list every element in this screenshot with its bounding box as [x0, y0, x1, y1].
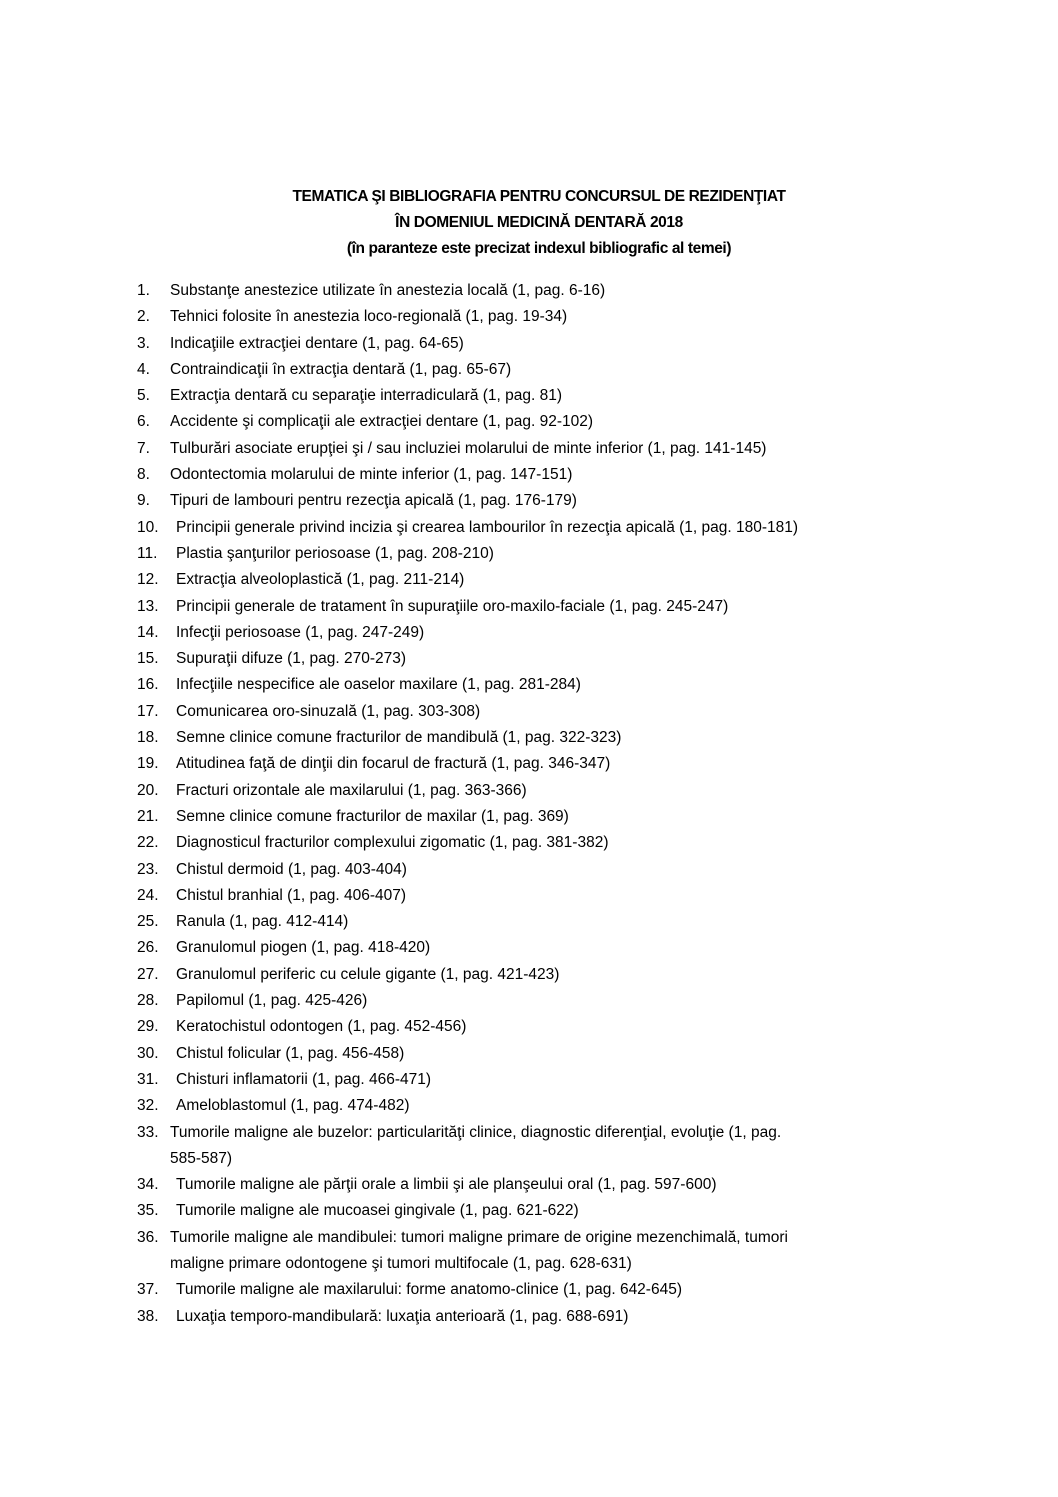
- list-item-number: 14.: [137, 623, 159, 641]
- list-item-text: Substanţe anestezice utilizate în anestezia locală (1, pag. 6-16): [170, 282, 606, 299]
- list-item-number: 23.: [137, 860, 159, 878]
- list-item-number: 38.: [137, 1307, 159, 1325]
- list-item: [0, 1225, 1058, 1278]
- list-item-number: 9.: [137, 492, 150, 510]
- list-item-text: Chistul folicular (1, pag. 456-458): [176, 1044, 405, 1062]
- list-item: [0, 409, 1058, 435]
- list-item-number: 6.: [137, 413, 150, 431]
- list-item-number: 5.: [137, 387, 150, 405]
- list-item: [0, 1014, 1058, 1040]
- list-item: [0, 646, 1058, 672]
- list-item-number: 25.: [137, 913, 159, 931]
- list-item-text: Keratochistul odontogen (1, pag. 452-456): [176, 1018, 467, 1036]
- list-item-text: Granulomul piogen (1, pag. 418-420): [176, 939, 431, 957]
- list-item-number: 28.: [137, 992, 159, 1010]
- list-item: [0, 304, 1058, 330]
- list-item-text: Supuraţii difuze (1, pag. 270-273): [176, 650, 407, 668]
- list-item: [0, 1041, 1058, 1067]
- list-item-text: Odontectomia molarului de minte inferior (1, pag. 147-151): [170, 466, 573, 484]
- list-item: [0, 962, 1058, 988]
- list-item: [0, 1120, 1058, 1173]
- list-item-text: Fracturi orizontale ale maxilarului (1, pag. 363-366): [176, 781, 527, 799]
- list-item: [0, 462, 1058, 488]
- title-line: TEMATICA ŞI BIBLIOGRAFIA PENTRU CONCURSUL DE REZIDENŢIAT: [292, 188, 786, 205]
- list-item-text: Tumorile maligne ale maxilarului: forme anatomo-clinice (1, pag. 642-645): [176, 1281, 682, 1299]
- list-item-number: 15.: [137, 650, 159, 668]
- list-item-text: Chisturi inflamatorii (1, pag. 466-471): [176, 1070, 432, 1088]
- topic-list: [0, 278, 1058, 1330]
- list-item-number: 22.: [137, 834, 159, 852]
- list-item: [0, 331, 1058, 357]
- list-item-text: Atitudinea faţă de dinţii din focarul de fractură (1, pag. 346-347): [176, 755, 611, 773]
- list-item: [0, 1277, 1058, 1303]
- list-item-text: Semne clinice comune fracturilor de mandibulă (1, pag. 322-323): [176, 729, 622, 747]
- list-item: [0, 383, 1058, 409]
- list-item-text: Comunicarea oro-sinuzală (1, pag. 303-308): [176, 702, 481, 720]
- list-item-number: 29.: [137, 1018, 159, 1036]
- list-item-text: Indicaţiile extracţiei dentare (1, pag. 64-65): [170, 334, 464, 352]
- list-item: [0, 883, 1058, 909]
- title-line: ÎN DOMENIUL MEDICINĂ DENTARĂ 2018: [395, 214, 683, 231]
- list-item-text: Granulomul periferic cu celule gigante (1, pag. 421-423): [176, 965, 560, 983]
- list-item: [0, 488, 1058, 514]
- list-item: [0, 278, 1058, 304]
- list-item-number: 26.: [137, 939, 159, 957]
- list-item-text: Infecţii periosoase (1, pag. 247-249): [176, 623, 425, 641]
- list-item: [0, 594, 1058, 620]
- list-item-number: 12.: [137, 571, 159, 589]
- list-item-number: 16.: [137, 676, 159, 694]
- list-item-number: 19.: [137, 755, 159, 773]
- list-item-text: Infecţiile nespecifice ale oaselor maxilare (1, pag. 281-284): [176, 676, 581, 694]
- list-item-text: Tumorile maligne ale buzelor: particularităţi clinice, diagnostic diferenţial, evoluţie (1, pag. 585-587): [170, 1123, 782, 1167]
- list-item-text: Semne clinice comune fracturilor de maxilar (1, pag. 369): [176, 807, 569, 825]
- list-item: [0, 1304, 1058, 1330]
- list-item-text: Contraindicaţii în extracţia dentară (1, pag. 65-67): [170, 360, 512, 378]
- list-item: [0, 1093, 1058, 1119]
- title-subtitle: (în paranteze este precizat indexul bibliografic al temei): [346, 240, 732, 257]
- list-item-number: 8.: [137, 466, 150, 484]
- list-item-number: 32.: [137, 1097, 159, 1115]
- list-item: [0, 699, 1058, 725]
- list-item-text: Ameloblastomul (1, pag. 474-482): [176, 1097, 410, 1115]
- list-item-number: 30.: [137, 1044, 159, 1062]
- list-item-number: 21.: [137, 807, 159, 825]
- list-item: [0, 830, 1058, 856]
- list-item-text: Plastia şanţurilor periosoase (1, pag. 208-210): [176, 544, 494, 562]
- list-item-text: Tumorile maligne ale mucoasei gingivale (1, pag. 621-622): [176, 1202, 579, 1220]
- list-item-number: 24.: [137, 886, 159, 904]
- list-item-number: 20.: [137, 781, 159, 799]
- list-item-number: 37.: [137, 1281, 159, 1299]
- list-item: [0, 541, 1058, 567]
- list-item-number: 7.: [137, 439, 150, 457]
- list-item-number: 31.: [137, 1070, 159, 1088]
- list-item-text: Tipuri de lambouri pentru rezecţia apicală (1, pag. 176-179): [170, 492, 577, 510]
- list-item-number: 35.: [137, 1202, 159, 1220]
- list-item-number: 36.: [137, 1228, 159, 1246]
- list-item-number: 10.: [137, 518, 159, 536]
- list-item-number: 34.: [137, 1176, 159, 1194]
- list-item-number: 17.: [137, 702, 159, 720]
- list-item-number: 4.: [137, 360, 150, 378]
- list-item-text: Chistul branhial (1, pag. 406-407): [176, 886, 407, 904]
- list-item: [0, 751, 1058, 777]
- list-item: [0, 672, 1058, 698]
- list-item-text: Ranula (1, pag. 412-414): [176, 913, 349, 931]
- list-item: [0, 804, 1058, 830]
- list-item: [0, 1067, 1058, 1093]
- list-item-number: 1.: [137, 282, 150, 299]
- list-item-number: 18.: [137, 729, 159, 747]
- list-item-text: Accidente şi complicaţii ale extracţiei dentare (1, pag. 92-102): [170, 413, 594, 431]
- list-item: [0, 357, 1058, 383]
- list-item-number: 11.: [137, 544, 158, 562]
- list-item-text: Diagnosticul fracturilor complexului zigomatic (1, pag. 381-382): [176, 834, 609, 852]
- list-item: [0, 725, 1058, 751]
- list-item: [0, 909, 1058, 935]
- list-item-number: 2.: [137, 308, 150, 326]
- list-item-text: Luxaţia temporo-mandibulară: luxaţia anterioară (1, pag. 688-691): [176, 1307, 629, 1325]
- list-item-text: Extracţia alveoloplastică (1, pag. 211-214): [176, 571, 465, 589]
- list-item: [0, 567, 1058, 593]
- list-item-text: Extracţia dentară cu separaţie interradiculară (1, pag. 81): [170, 387, 563, 405]
- list-item: [0, 1198, 1058, 1224]
- list-item-text: Tulburări asociate erupţiei şi / sau incluziei molarului de minte inferior (1, pag. 141-145): [170, 439, 767, 457]
- list-item-text: Tumorile maligne ale mandibulei: tumori maligne primare de origine mezenchimală, tumori maligne primare odontogene şi tumori multifocale (1, pag. 628-631): [170, 1228, 788, 1272]
- list-item-text: Tumorile maligne ale părţii orale a limbii şi ale planşeului oral (1, pag. 597-600): [176, 1176, 717, 1194]
- list-item: [0, 1172, 1058, 1198]
- list-item: [0, 988, 1058, 1014]
- list-item-number: 3.: [137, 334, 150, 352]
- list-item-number: 13.: [137, 597, 159, 615]
- list-item-text: Tehnici folosite în anestezia loco-regională (1, pag. 19-34): [170, 308, 568, 326]
- list-item: [0, 857, 1058, 883]
- list-item-number: 27.: [137, 965, 159, 983]
- list-item: [0, 620, 1058, 646]
- list-item-text: Papilomul (1, pag. 425-426): [176, 992, 368, 1010]
- list-item: [0, 935, 1058, 961]
- list-item: [0, 778, 1058, 804]
- document-title: [0, 184, 1058, 262]
- list-item-text: Principii generale privind incizia şi crearea lambourilor în rezecţia apicală (1, pag. 180-181): [176, 518, 799, 536]
- list-item: [0, 515, 1058, 541]
- list-item-number: 33.: [137, 1123, 159, 1141]
- list-item-text: Chistul dermoid (1, pag. 403-404): [176, 860, 407, 878]
- list-item-text: Principii generale de tratament în supuraţiile oro-maxilo-faciale (1, pag. 245-247): [176, 597, 729, 615]
- list-item: [0, 436, 1058, 462]
